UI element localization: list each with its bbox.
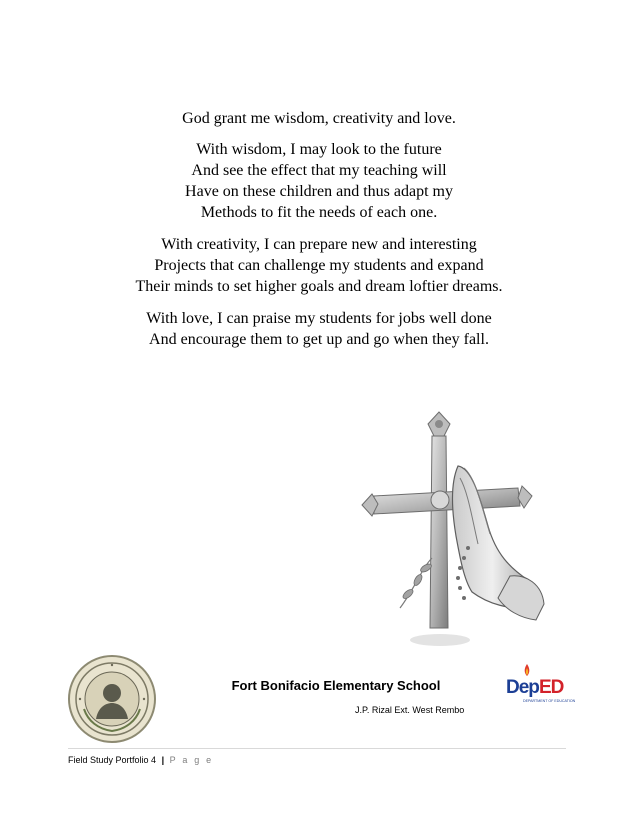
poem-line: Methods to fit the needs of each one.	[200, 204, 438, 221]
school-name: Fort Bonifacio Elementary School	[231, 678, 441, 693]
cross-praying-hands-illustration	[360, 408, 545, 653]
poem-line: And encourage them to get up and go when they fall.	[149, 331, 489, 348]
svg-text:ED: ED	[539, 677, 564, 698]
poem-line: Their minds to set higher goals and dream loftier dreams.	[135, 278, 503, 295]
footer-title: Field Study Portfolio 4	[68, 755, 157, 765]
poem-line: Projects that can challenge my students and expand	[154, 257, 484, 274]
poem-stanza-1	[0, 108, 638, 129]
footer-divider	[68, 748, 566, 749]
svg-text:Dep: Dep	[506, 677, 539, 698]
poem-line: With creativity, I can prepare new and interesting	[161, 236, 477, 253]
school-address: J.P. Rizal Ext. West Rembo	[355, 705, 465, 715]
poem-line: God grant me wisdom, creativity and love.	[182, 110, 456, 127]
footer-separator: |	[161, 755, 165, 765]
poem	[0, 108, 638, 361]
poem-stanza-4	[0, 308, 638, 350]
poem-stanza-2	[0, 139, 638, 223]
school-seal-logo	[68, 655, 156, 743]
poem-line: With wisdom, I may look to the future	[196, 141, 442, 158]
page-footer	[68, 755, 213, 765]
poem-line: With love, I can praise my students for jobs well done	[146, 310, 492, 327]
poem-stanza-3	[0, 234, 638, 297]
poem-line: And see the effect that my teaching will	[191, 162, 447, 179]
footer-page-label: P a g e	[169, 755, 214, 765]
poem-line: Have on these children and thus adapt my	[185, 183, 453, 200]
svg-text:DEPARTMENT OF EDUCATION: DEPARTMENT OF EDUCATION	[523, 699, 575, 703]
